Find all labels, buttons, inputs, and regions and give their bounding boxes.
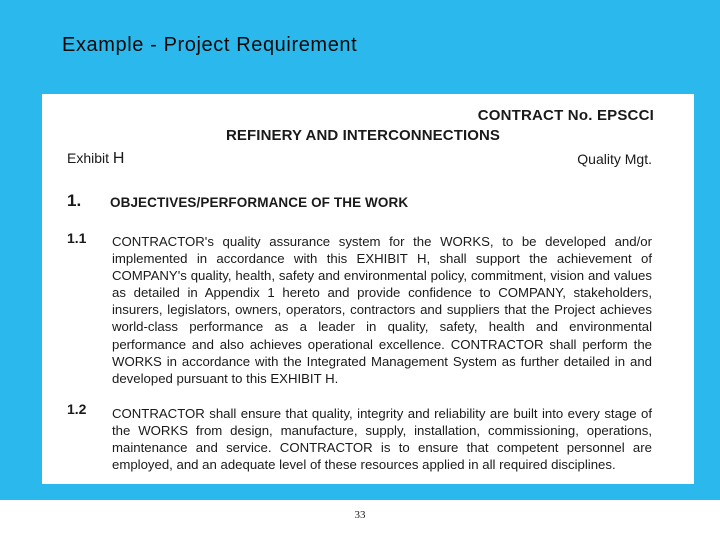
- section-paragraph: CONTRACTOR's quality assurance system for the WORKS, to be developed and/or implemented in accordance with this EXHIBIT H, shall support the achievement of COMPANY's quality, health, safety and environmental policy, commitment, vision and values as detailed in Appendix 1 hereto and provide confidence to COMPANY, stakeholders, insurers, legislators, owners, operators, contractors and suppliers that the Project achieves world-class performance as a leader in quality, safety, health and environmental performance and also achieves operational excellence. CONTRACTOR shall perform the WORKS in accordance with the Integrated Management System as further detailed in and developed pursuant to this EXHIBIT H.: [112, 234, 652, 386]
- section-title: OBJECTIVES/PERFORMANCE OF THE WORK: [110, 195, 409, 210]
- document-heading: REFINERY AND INTERCONNECTIONS: [226, 127, 501, 144]
- contract-number: CONTRACT No. EPSCCI: [477, 107, 654, 124]
- category-label: Quality Mgt.: [577, 151, 652, 167]
- section-number: 1.2: [67, 401, 87, 417]
- slide-title: Example - Project Requirement: [62, 34, 358, 56]
- exhibit-prefix: Exhibit: [67, 150, 113, 166]
- section-number: 1.1: [67, 230, 87, 246]
- exhibit-label: [67, 150, 124, 168]
- section-paragraph: CONTRACTOR shall ensure that quality, integrity and reliability are built into every stage of the WORKS from design, manufacture, supply, installation, commissioning, operations, maintenance and service. CONTRACTOR is to ensure that competent personnel are employed, and an adequate level of these resources applied in all required disciplines.: [112, 406, 652, 473]
- section-number: 1.: [67, 191, 82, 210]
- document-excerpt: [42, 94, 694, 484]
- exhibit-letter: H: [112, 150, 125, 167]
- page-number: 33: [354, 509, 366, 521]
